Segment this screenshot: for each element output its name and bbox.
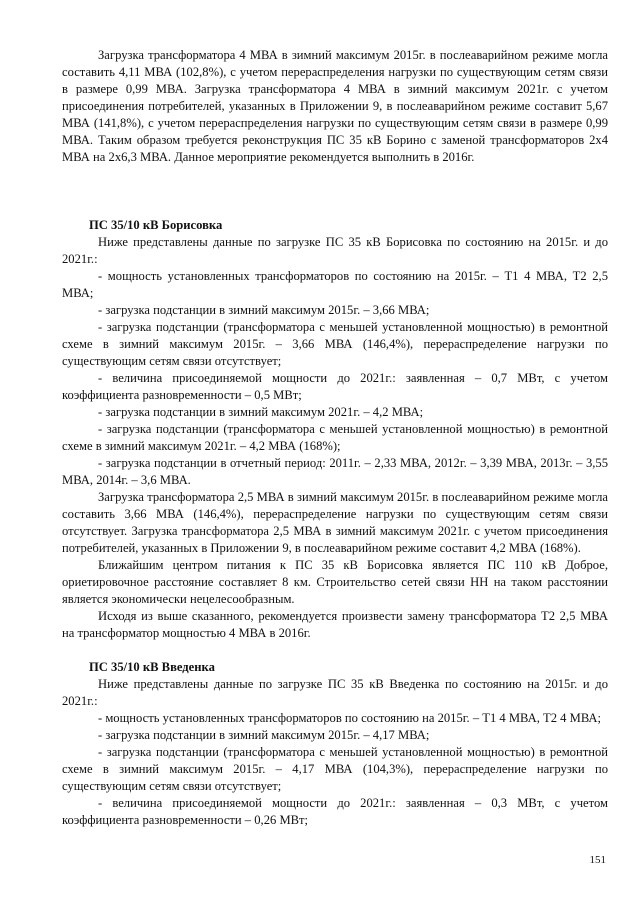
list-item: - загрузка подстанции (трансформатора с меньшей установленной мощностью) в ремонтной схеме в зимний максимум 2021г. – 4,2 МВА (168%); — [62, 422, 608, 453]
paragraph: Загрузка трансформатора 4 МВА в зимний максимум 2015г. в послеаварийном режиме могла составить 4,11 МВА (102,8%), с учетом перераспределения нагрузки по существующим сетям связи в размере 0,99 МВА. Загрузка трансформатора 4 МВА в зимний максимум 2021г. с учетом присоединения потребителей, указанных в Приложении 9, в послеаварийном режиме составит 5,67 МВА (141,8%), с учетом перераспределения нагрузки по существующим сетям связи в размере 0,99 МВА. Таким образом требуется реконструкция ПС 35 кВ Борино с заменой трансформаторов 2х4 МВА на 2х6,3 МВА. Данное мероприятие рекомендуется выполнить в 2016г. — [62, 48, 608, 164]
borisovka-section — [62, 217, 608, 642]
list-item: - загрузка подстанции в отчетный период: 2011г. – 2,33 МВА, 2012г. – 3,39 МВА, 2013г. – 3,55 МВА, 2014г. – 3,6 МВА. — [62, 456, 608, 487]
list-item: - мощность установленных трансформаторов по состоянию на 2015г. – Т1 4 МВА, Т2 2,5 МВА; — [62, 269, 608, 300]
list-item: - загрузка подстанции в зимний максимум 2021г. – 4,2 МВА; — [98, 405, 424, 419]
list-item: - загрузка подстанции в зимний максимум 2015г. – 4,17 МВА; — [98, 728, 430, 742]
section-heading: ПС 35/10 кВ Борисовка — [89, 218, 223, 232]
page-number: 151 — [589, 854, 606, 866]
list-item: - загрузка подстанции (трансформатора с меньшей установленной мощностью) в ремонтной схеме в зимний максимум 2015г. – 4,17 МВА (104,3%), перераспределение нагрузки по существующим сетям связи отсутствует; — [62, 745, 608, 793]
list-item: - величина присоединяемой мощности до 2021г.: заявленная – 0,7 МВт, с учетом коэффициента разновременности – 0,5 МВт; — [62, 371, 608, 402]
section-heading: ПС 35/10 кВ Введенка — [89, 660, 215, 674]
paragraph: Исходя из выше сказанного, рекомендуется произвести замену трансформатора Т2 2,5 МВА на трансформатор мощностью 4 МВА в 2016г. — [62, 609, 608, 640]
vvedenka-section — [62, 659, 608, 829]
paragraph: Ниже представлены данные по загрузке ПС 35 кВ Борисовка по состоянию на 2015г. и до 2021г.: — [62, 235, 608, 266]
list-item: - загрузка подстанции в зимний максимум 2015г. – 3,66 МВА; — [98, 303, 430, 317]
list-item: - загрузка подстанции (трансформатора с меньшей установленной мощностью) в ремонтной схеме в зимний максимум 2015г. – 3,66 МВА (146,4%), перераспределение нагрузки по существующим сетям связи отсутствует; — [62, 320, 608, 368]
paragraph: Ближайшим центром питания к ПС 35 кВ Борисовка является ПС 110 кВ Доброе, ориетировочное расстояние составляет 8 км. Строительство сетей связи НН на таком расстоянии является экономически нецелесообразным. — [62, 558, 608, 606]
paragraph: Ниже представлены данные по загрузке ПС 35 кВ Введенка по состоянию на 2015г. и до 2021г.: — [62, 677, 608, 708]
intro-section — [62, 47, 608, 166]
list-item: - величина присоединяемой мощности до 2021г.: заявленная – 0,3 МВт, с учетом коэффициента разновременности – 0,26 МВт; — [62, 796, 608, 827]
paragraph: Загрузка трансформатора 2,5 МВА в зимний максимум 2015г. в послеаварийном режиме могла составить 3,66 МВА (146,4%), перераспределение нагрузки по существующим сетям связи отсутствует. Загрузка трансформатора 2,5 МВА в зимний максимум 2021г. с учетом присоединения потребителей, указанных в Приложении 9, в послеаварийном режиме составит 4,2 МВА (168%). — [62, 490, 608, 555]
list-item: - мощность установленных трансформаторов по состоянию на 2015г. – Т1 4 МВА, Т2 4 МВА; — [98, 711, 602, 725]
